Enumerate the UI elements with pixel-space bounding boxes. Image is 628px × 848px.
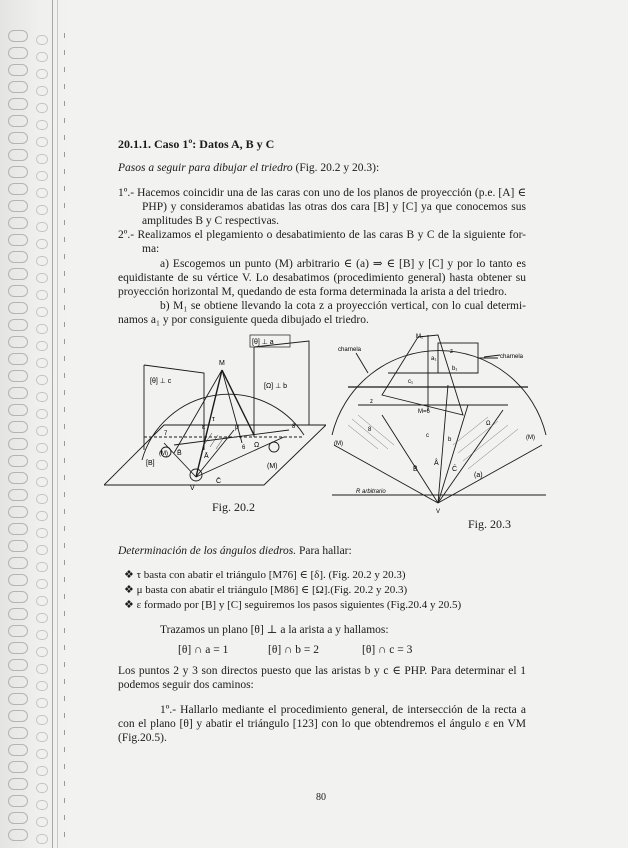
section2-rest: Para hallar: (296, 545, 352, 557)
binder-ring (8, 336, 28, 348)
binder-ring-inner (36, 69, 48, 79)
fig1-label-six: 6 (242, 445, 246, 451)
binder-ring-inner (36, 596, 48, 606)
binder-ring (8, 353, 28, 365)
figure-20-3 (328, 325, 550, 515)
binder-tick (64, 271, 65, 276)
step2a-line3: proyección horizontal M, quedando de esta forma determinada la arista a del triedro. (118, 286, 507, 298)
fig2-label-charnela-left: charnela (338, 347, 362, 353)
bullet-diamond-icon: ❖ (124, 569, 134, 581)
fig1-label-theta-a: [θ] ⊥ a (252, 339, 274, 346)
binder-ring (8, 540, 28, 552)
fig2-label-Mp-left: (M) (334, 441, 343, 447)
binder-ring-inner (36, 494, 48, 504)
binder-tick (64, 407, 65, 412)
fig2-label-V: V (436, 509, 441, 515)
binder-ring-inner (36, 137, 48, 147)
binder-ring (8, 149, 28, 161)
binder-tick (64, 662, 65, 667)
binder-tick (64, 152, 65, 157)
fig2-label-B: B̄ (413, 466, 418, 473)
binder-tick (64, 730, 65, 735)
binder-ring (8, 829, 28, 841)
binder-ring-inner (36, 52, 48, 62)
binder-tick (64, 560, 65, 565)
fig1-label-omega-b: [Ω] ⊥ b (264, 383, 288, 390)
binder-tick (64, 169, 65, 174)
binder-ring-inner (36, 630, 48, 640)
fig1-label-B: [B] (146, 460, 155, 467)
page-number: 80 (316, 792, 326, 803)
binder-tick (64, 509, 65, 514)
binder-tick (64, 186, 65, 191)
para1-line2: podemos seguir dos caminos: (118, 679, 254, 691)
binder-ring (8, 812, 28, 824)
binder-tick (64, 747, 65, 752)
binder-ring (8, 608, 28, 620)
fig2-label-z: z (450, 349, 453, 355)
fig2-label-C: Ĉ (452, 466, 458, 473)
binder-ring-inner (36, 698, 48, 708)
binder-ring-inner (36, 732, 48, 742)
binder-tick (64, 713, 65, 718)
binder-ring (8, 506, 28, 518)
binder-ring-inner (36, 800, 48, 810)
step2a-line2: equidistante de su vértice V. Lo desabatimos (procedimiento general) hasta obtener su (118, 272, 526, 284)
binder-ring (8, 676, 28, 688)
binder-tick (64, 832, 65, 837)
binder-tick (64, 696, 65, 701)
binder-ring (8, 81, 28, 93)
fig2-label-Meq: M=6 (418, 409, 430, 415)
binder-ring (8, 557, 28, 569)
binder-ring-inner (36, 222, 48, 232)
binder-tick (64, 237, 65, 242)
binder-ring (8, 319, 28, 331)
binder-ring-inner (36, 426, 48, 436)
binder-ring (8, 217, 28, 229)
fig2-label-Omega: Ω (486, 421, 491, 427)
binder-ring (8, 727, 28, 739)
equation-1: [θ] ∩ a = 1 (178, 644, 229, 656)
para2-line3: (Fig.20.5). (118, 732, 167, 744)
fig2-label-M1: M₁ (416, 334, 424, 340)
binder-tick (64, 424, 65, 429)
binder-tick (64, 339, 65, 344)
bullet-diamond-icon: ❖ (124, 584, 134, 596)
binder-tick (64, 322, 65, 327)
binder-ring-inner (36, 749, 48, 759)
binder-ring (8, 642, 28, 654)
binder-tick (64, 594, 65, 599)
binder-ring (8, 591, 28, 603)
binder-ring-inner (36, 460, 48, 470)
binder-ring (8, 489, 28, 501)
binder-ring (8, 795, 28, 807)
binder-tick (64, 543, 65, 548)
fig1-label-eps: ε (202, 424, 206, 431)
fig2-label-A: Â (434, 460, 439, 467)
fig1-label-tau: τ (212, 416, 215, 423)
binder-tick (64, 441, 65, 446)
binder-ring (8, 98, 28, 110)
binder-tick (64, 118, 65, 123)
step1-line2: PHP) y consideramos abatidas las otras dos cara [B] y [C] ya que conocemos sus (142, 201, 526, 213)
binder-ring-inner (36, 35, 48, 45)
fig1-label-theta-c: [θ] ⊥ c (150, 378, 172, 385)
binder-ring-inner (36, 783, 48, 793)
bullet-3 (124, 598, 461, 612)
intro-italic: Pasos a seguir para dibujar el triedro (118, 162, 293, 174)
fig2-label-b: b (448, 437, 452, 443)
fig2-label-z2: z (370, 399, 373, 405)
binder-ring (8, 625, 28, 637)
binder-tick (64, 764, 65, 769)
binder-ring (8, 472, 28, 484)
fig2-label-eight: 8 (368, 427, 372, 433)
step2b-line1: b) M₁ se obtiene llevando la cota z a proyección vertical, con lo cual determi- (160, 300, 526, 312)
binder-ring-inner (36, 171, 48, 181)
binder-ring-inner (36, 579, 48, 589)
bullet-1 (124, 568, 405, 582)
binder-ring-inner (36, 545, 48, 555)
binder-ring-inner (36, 103, 48, 113)
binder-tick (64, 577, 65, 582)
step2-line2: ma: (142, 243, 160, 255)
binder-tick (64, 305, 65, 310)
equation-2: [θ] ∩ b = 2 (268, 644, 319, 656)
binder-spine-inner (57, 0, 58, 848)
intro-rest: (Fig. 20.2 y 20.3): (292, 162, 380, 174)
binder-ring (8, 574, 28, 586)
binder-tick (64, 679, 65, 684)
binder-ring-inner (36, 443, 48, 453)
fig2-label-c: c (426, 433, 429, 439)
binder-ring (8, 455, 28, 467)
binder-ring-inner (36, 239, 48, 249)
binder-ring (8, 251, 28, 263)
fig1-caption: Fig. 20.2 (212, 500, 256, 514)
binder-ring (8, 64, 28, 76)
para2-line2: con el plano [θ] y abatir el triángulo [123] con lo que obtendremos el ángulo ε en VM (118, 718, 526, 730)
binder-tick (64, 220, 65, 225)
fig2-caption: Fig. 20.3 (468, 517, 512, 531)
fig2-label-Mp-right: (M) (526, 435, 535, 441)
binder-ring (8, 30, 28, 42)
binder-ring-inner (36, 817, 48, 827)
bullet-3-text: ε formado por [B] y [C] seguiremos los pasos siguientes (Fig.20.4 y 20.5) (136, 599, 462, 611)
binder-ring (8, 183, 28, 195)
binder-ring (8, 132, 28, 144)
equation-3: [θ] ∩ c = 3 (362, 644, 413, 656)
binder-ring (8, 523, 28, 535)
binder-ring-inner (36, 664, 48, 674)
binder-ring-inner (36, 120, 48, 130)
step1-line1: 1º.- Hacemos coincidir una de las caras con uno de los planos de proyección (p.e. [A] ∈ (118, 187, 526, 199)
binder-tick (64, 254, 65, 259)
binder-ring-inner (36, 358, 48, 368)
section-heading: 20.1.1. Caso 1º: Datos A, B y C (118, 137, 275, 151)
binder-ring-inner (36, 188, 48, 198)
binder-ring (8, 404, 28, 416)
bullet-1-text: τ basta con abatir el triángulo [M76] ∈ [δ]. (Fig. 20.2 y 20.3) (136, 569, 406, 581)
binder-ring-inner (36, 392, 48, 402)
binder-ring-inner (36, 477, 48, 487)
step2a-line1: a) Escogemos un punto (M) arbitrario ∈ (a) ⇒ ∈ [B] y [C] y por lo tanto es (160, 258, 526, 270)
figure-20-2 (104, 325, 326, 495)
bullet-2 (124, 583, 407, 597)
intro-line (118, 161, 379, 175)
binder-ring (8, 387, 28, 399)
fig1-label-Mp2: (M) (267, 463, 278, 470)
fig1-label-M: M (219, 360, 225, 367)
binder-ring-inner (36, 511, 48, 521)
binder-tick (64, 458, 65, 463)
binder-tick (64, 628, 65, 633)
binder-ring-inner (36, 409, 48, 419)
binder-ring (8, 234, 28, 246)
binder-ring (8, 200, 28, 212)
binder-tick (64, 475, 65, 480)
binder-ring (8, 659, 28, 671)
binder-tick (64, 526, 65, 531)
binder-tick (64, 815, 65, 820)
section2-italic: Determinación de los ángulos diedros. (118, 545, 297, 557)
binder-ring (8, 710, 28, 722)
step2-line1: 2º.- Realizamos el plegamiento o desabatimiento de las caras B y C de la siguiente for- (118, 229, 526, 241)
binder-ring (8, 421, 28, 433)
plane-line: Trazamos un plano [θ] ⊥ a la arista a y hallamos: (160, 624, 389, 636)
binder-tick (64, 101, 65, 106)
binder-ring (8, 302, 28, 314)
binder-ring-inner (36, 307, 48, 317)
section2-line (118, 544, 352, 558)
binder-ring (8, 268, 28, 280)
binder-tick (64, 203, 65, 208)
fig1-label-V: V (190, 485, 195, 492)
binder-ring-inner (36, 290, 48, 300)
binder-ring-inner (36, 256, 48, 266)
fig2-label-a: (a) (474, 472, 483, 479)
binder-tick (64, 67, 65, 72)
binder-ring (8, 166, 28, 178)
bullet-2-text: μ basta con abatir el triángulo [M86] ∈ [Ω].(Fig. 20.2 y 20.3) (136, 584, 408, 596)
binder-tick (64, 288, 65, 293)
bullet-diamond-icon: ❖ (124, 599, 134, 611)
fig1-label-seven: 7 (164, 431, 168, 437)
fig1-label-Cbar: C̄ (216, 478, 222, 485)
fig1-label-mu: μ (235, 424, 240, 431)
binder-tick (64, 611, 65, 616)
para2-line1: 1º.- Hallarlo mediante el procedimiento general, de intersección de la recta a (160, 704, 526, 716)
fig1-label-Omega: Ω (254, 442, 260, 449)
binder-ring-inner (36, 715, 48, 725)
step1-line3: amplitudes B y C respectivas. (142, 215, 280, 227)
binder-ring-inner (36, 681, 48, 691)
binder-tick (64, 492, 65, 497)
binder-ring-inner (36, 834, 48, 844)
binder-ring-inner (36, 647, 48, 657)
binder-ring-inner (36, 86, 48, 96)
binder-ring-inner (36, 528, 48, 538)
fig2-label-R: R arbitrario (356, 489, 386, 495)
fig2-label-c1: c₁ (408, 379, 414, 385)
binder-ring (8, 47, 28, 59)
fig2-label-b1: b₁ (452, 366, 458, 372)
binder-tick (64, 356, 65, 361)
binder-tick (64, 645, 65, 650)
binder-ring-inner (36, 154, 48, 164)
binder-tick (64, 135, 65, 140)
binder-ring-inner (36, 341, 48, 351)
binder-ring (8, 370, 28, 382)
fig2-label-charnela-right: charnela (500, 354, 524, 360)
binder-tick (64, 798, 65, 803)
binder-ring-inner (36, 562, 48, 572)
binder-tick (64, 50, 65, 55)
binder-ring (8, 285, 28, 297)
step2b-line2: namos a₁ y por consiguiente queda dibujado el triedro. (118, 314, 369, 326)
binder-ring (8, 693, 28, 705)
binder-ring-inner (36, 324, 48, 334)
binder-tick (64, 84, 65, 89)
binder-ring (8, 744, 28, 756)
binder-ring (8, 115, 28, 127)
fig1-label-Bbar: B̄ (177, 450, 182, 457)
binder-ring-inner (36, 205, 48, 215)
binder-ring-inner (36, 766, 48, 776)
fig1-label-Mp: (M) (159, 451, 168, 457)
binder-ring-inner (36, 375, 48, 385)
fig1-label-eight: 8 (292, 424, 296, 430)
binder-spine (52, 0, 53, 848)
binder-ring-inner (36, 613, 48, 623)
binder-ring-inner (36, 273, 48, 283)
binder-ring (8, 438, 28, 450)
binder-ring (8, 778, 28, 790)
binder-tick (64, 390, 65, 395)
binder-tick (64, 781, 65, 786)
para1-line1: Los puntos 2 y 3 son directos puesto que las aristas b y c ∈ PHP. Para determinar el 1 (118, 665, 526, 677)
fig1-label-Abar: Ā (204, 453, 209, 460)
binder-tick (64, 33, 65, 38)
fig2-label-a1: a₁ (431, 356, 437, 362)
binder-ring (8, 761, 28, 773)
binder-tick (64, 373, 65, 378)
